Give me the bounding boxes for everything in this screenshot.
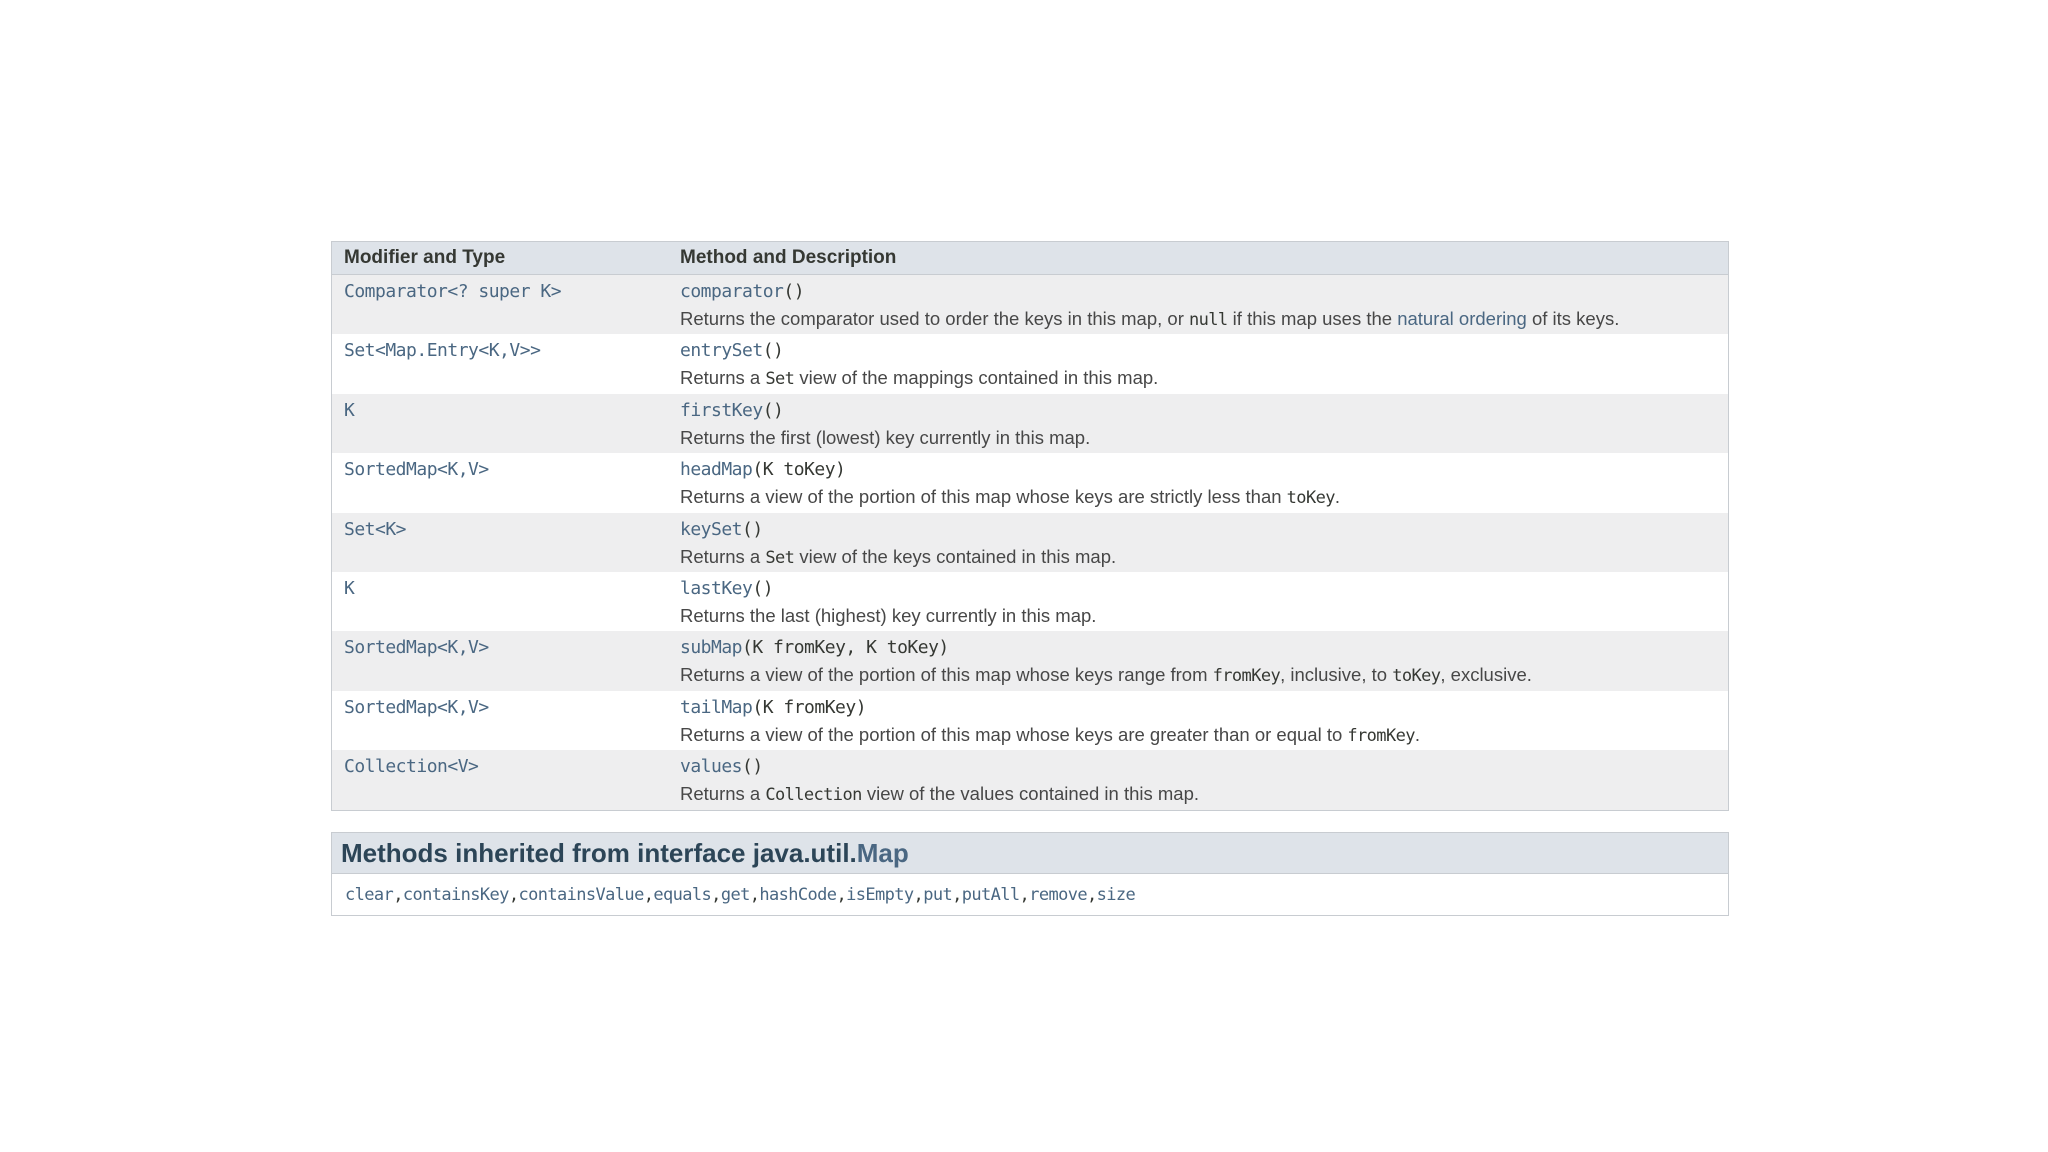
table-row	[332, 691, 1728, 750]
table-row	[332, 334, 1728, 393]
description-text: Returns a view of the portion of this map whose keys are greater than or equal to	[680, 723, 1348, 745]
method-signature	[680, 399, 1728, 423]
method-name-link[interactable]: comparator	[680, 281, 784, 302]
header-modifier-and-type: Modifier and Type	[344, 247, 506, 268]
return-type[interactable]: SortedMap<K,V>	[344, 696, 489, 718]
inline-code: null	[1189, 310, 1228, 330]
description-text: Returns the last (highest) key currently in this map.	[680, 604, 1097, 626]
description-text: Returns a view of the portion of this map whose keys range from	[680, 664, 1213, 686]
list-separator: ,	[836, 884, 847, 905]
inherited-method-link[interactable]: hashCode	[759, 884, 837, 905]
inline-code: toKey	[1392, 666, 1441, 687]
description-link[interactable]: natural ordering	[1397, 308, 1527, 329]
method-name-link[interactable]: headMap	[680, 459, 753, 481]
inherited-method-link[interactable]: containsValue	[518, 884, 644, 905]
inherited-methods-title	[332, 833, 1728, 874]
method-name-link[interactable]: entrySet	[680, 340, 763, 362]
method-description	[680, 482, 1728, 513]
list-separator: ,	[643, 884, 654, 905]
description-text: Returns the first (lowest) key currently in this map.	[680, 426, 1091, 448]
inline-code: Collection	[765, 785, 862, 806]
method-name-link[interactable]: values	[680, 756, 743, 778]
return-type[interactable]: Set<Map.Entry<K,V>>	[344, 340, 541, 362]
method-signature	[680, 577, 1728, 601]
method-description	[680, 363, 1728, 394]
method-signature	[680, 339, 1728, 363]
method-cell	[680, 280, 1728, 334]
method-cell	[680, 339, 1728, 393]
return-type[interactable]: Comparator<? super K>	[344, 281, 562, 302]
method-params: (K fromKey, K toKey)	[742, 637, 949, 659]
description-text: .	[1414, 723, 1420, 745]
method-description	[680, 423, 1728, 453]
inherited-methods-panel	[331, 832, 1729, 916]
method-signature	[680, 696, 1728, 720]
return-type[interactable]: SortedMap<K,V>	[344, 459, 489, 481]
method-name-link[interactable]: keySet	[680, 518, 743, 540]
inline-code: Set	[765, 369, 795, 390]
inherited-title-prefix: Methods inherited from interface java.util.	[341, 837, 857, 868]
inline-code: toKey	[1286, 488, 1335, 509]
method-signature	[680, 755, 1728, 779]
description-text: view of the values contained in this map.	[861, 783, 1200, 805]
table-row	[332, 572, 1728, 631]
inherited-method-link[interactable]: remove	[1029, 884, 1087, 905]
method-name-link[interactable]: tailMap	[680, 696, 753, 718]
description-text: , exclusive.	[1440, 664, 1532, 686]
list-separator: ,	[711, 884, 721, 905]
method-description	[680, 779, 1728, 810]
method-signature	[680, 636, 1728, 660]
method-summary-table	[331, 241, 1729, 811]
list-separator: ,	[952, 884, 962, 905]
method-cell	[680, 458, 1728, 512]
table-row	[332, 750, 1728, 809]
method-params: ()	[762, 340, 784, 362]
list-separator: ,	[508, 884, 519, 905]
description-text: view of the mappings contained in this map.	[794, 367, 1159, 389]
list-separator: ,	[1087, 884, 1097, 905]
method-params: ()	[742, 756, 763, 778]
method-description	[680, 720, 1728, 751]
description-text: Returns a	[680, 367, 766, 389]
method-params: ()	[783, 281, 805, 302]
method-params: (K fromKey)	[752, 696, 867, 718]
inherited-method-link[interactable]: isEmpty	[846, 884, 914, 905]
method-description	[680, 304, 1728, 335]
list-separator: ,	[1019, 884, 1030, 905]
method-cell	[680, 518, 1728, 572]
method-params: ()	[762, 399, 784, 421]
return-type[interactable]: K	[344, 577, 355, 599]
inherited-method-link[interactable]: get	[720, 884, 750, 905]
method-cell	[680, 636, 1728, 690]
inherited-method-link[interactable]: size	[1096, 884, 1136, 905]
description-text: Returns the comparator used to order the keys in this map, or	[680, 308, 1189, 329]
method-params: ()	[752, 577, 774, 599]
return-type[interactable]: Collection<V>	[344, 756, 479, 778]
method-cell	[680, 399, 1728, 453]
return-type[interactable]: SortedMap<K,V>	[344, 637, 489, 659]
map-interface-link[interactable]: Map	[856, 837, 909, 868]
return-type[interactable]: K	[344, 399, 355, 421]
list-separator: ,	[913, 884, 924, 905]
table-row	[332, 453, 1728, 512]
header-method-and-description: Method and Description	[680, 247, 897, 268]
method-description	[680, 542, 1728, 573]
inherited-methods-list	[332, 874, 1728, 915]
method-signature	[680, 518, 1728, 542]
list-separator: ,	[749, 884, 760, 905]
description-text: Returns a	[680, 783, 766, 805]
inherited-method-link[interactable]: put	[923, 884, 953, 905]
table-row	[332, 275, 1728, 334]
method-name-link[interactable]: lastKey	[680, 577, 753, 599]
method-name-link[interactable]: subMap	[680, 637, 743, 659]
inherited-method-link[interactable]: equals	[653, 884, 712, 905]
method-signature	[680, 458, 1728, 482]
method-description	[680, 660, 1728, 691]
method-params: (K toKey)	[752, 459, 846, 481]
description-text: , inclusive, to	[1280, 664, 1393, 686]
inherited-method-link[interactable]: clear	[345, 884, 394, 905]
description-text: .	[1334, 486, 1340, 508]
description-text: of its keys.	[1526, 308, 1620, 329]
method-cell	[680, 696, 1728, 750]
inline-code: fromKey	[1347, 725, 1415, 746]
table-row	[332, 394, 1728, 453]
return-type[interactable]: Set<K>	[344, 518, 407, 540]
description-text: view of the keys contained in this map.	[794, 545, 1117, 567]
table-body	[332, 275, 1728, 810]
method-name-link[interactable]: firstKey	[680, 399, 763, 421]
inherited-method-link[interactable]: containsKey	[402, 884, 509, 905]
description-text: Returns a view of the portion of this map whose keys are strictly less than	[680, 486, 1287, 508]
description-text: Returns a	[680, 545, 766, 567]
method-cell	[680, 577, 1728, 631]
method-description	[680, 601, 1728, 631]
list-separator: ,	[393, 884, 403, 905]
inline-code: fromKey	[1212, 666, 1281, 687]
inherited-method-link[interactable]: putAll	[961, 884, 1020, 905]
table-header-row	[332, 242, 1728, 275]
method-cell	[680, 755, 1728, 809]
inline-code: Set	[765, 547, 795, 568]
table-row	[332, 631, 1728, 690]
table-row	[332, 513, 1728, 572]
description-text: if this map uses the	[1227, 308, 1398, 329]
method-signature	[680, 280, 1728, 304]
method-params: ()	[742, 518, 763, 540]
